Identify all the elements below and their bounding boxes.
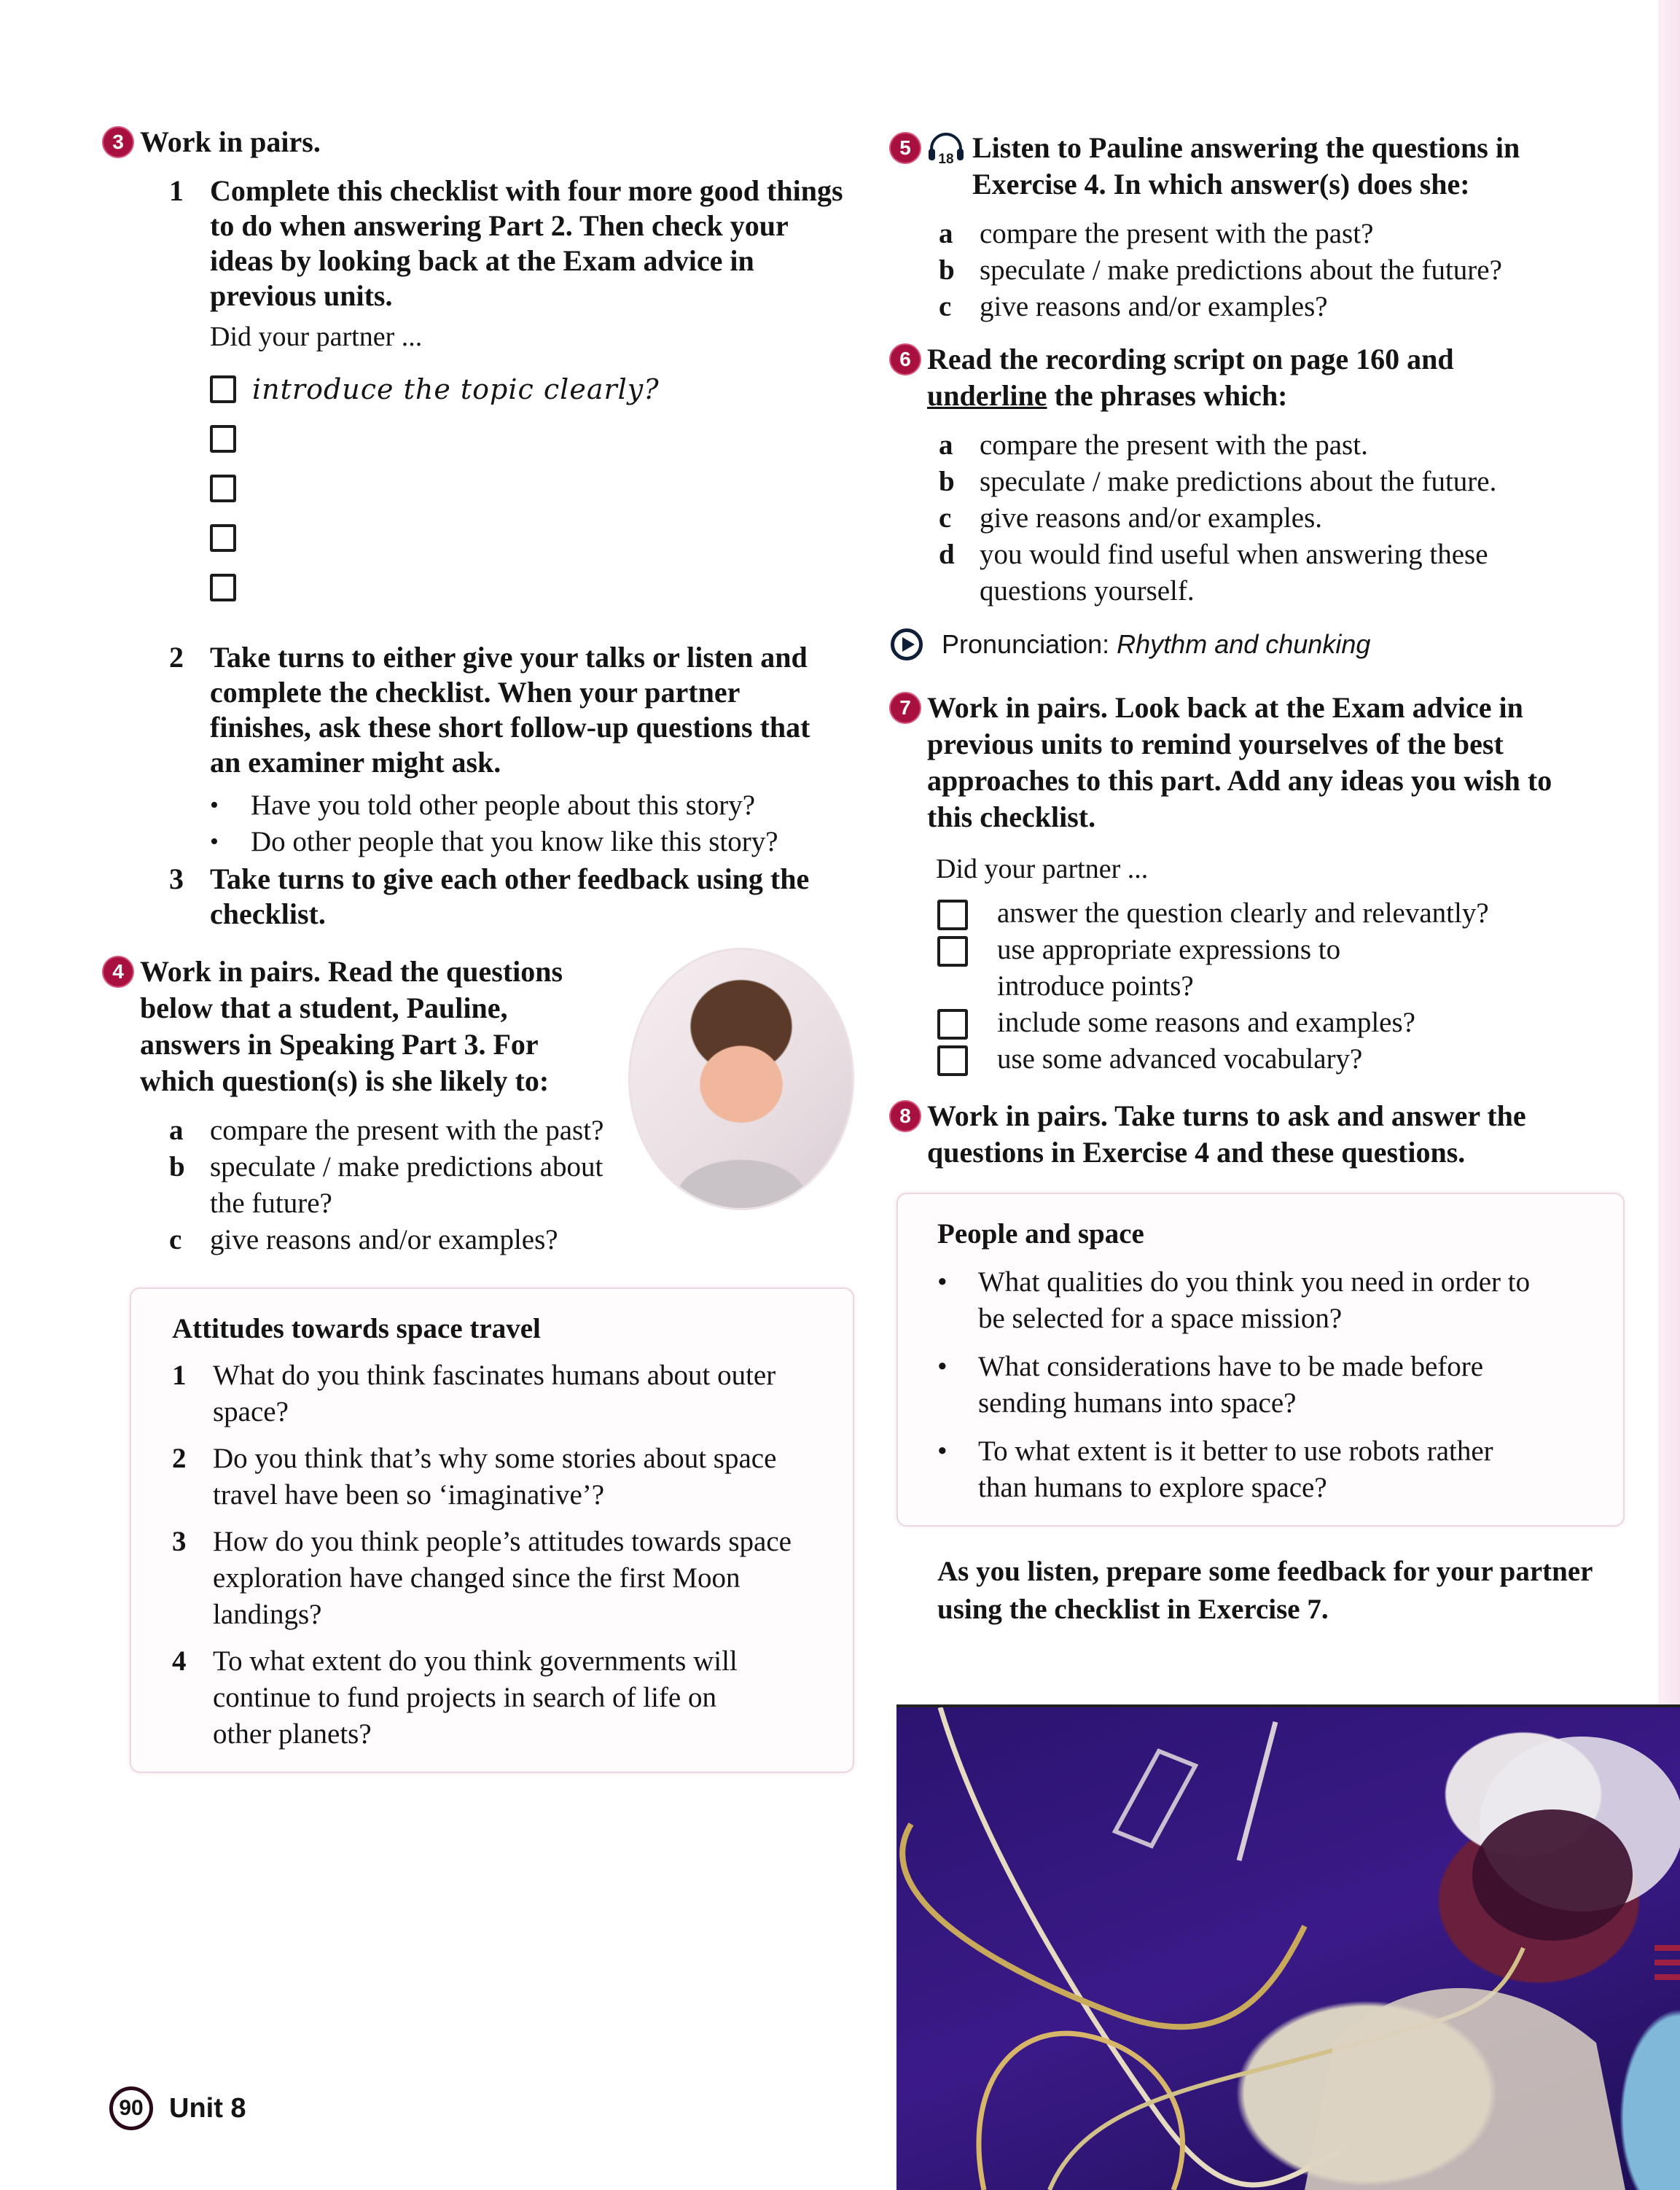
play-arrow-icon [891, 628, 923, 660]
exercise-number-badge: 4 [103, 957, 133, 986]
checklist-item[interactable]: use appropriate expressions to introduce points? [937, 932, 1627, 1005]
checklist-item[interactable] [210, 414, 867, 464]
step-text: Take turns to either give your talks or listen and complete the checklist. When your partner finishes, ask these short follow-up questions that an examiner might ask. [210, 641, 810, 779]
exercise-title: Work in pairs. Look back at the Exam advice in previous units to remind yourselves of the best approaches to this part. Add any ideas you wish to this checklist. [927, 691, 1552, 833]
exercise-number-badge: 5 [891, 133, 920, 163]
feedback-note: As you listen, prepare some feedback for your partner using the checklist in Exercise 7. [937, 1556, 1593, 1625]
option-item: b speculate / make predictions about the future? [939, 254, 1502, 286]
checklist-item[interactable]: answer the question clearly and relevantly? [937, 895, 1627, 932]
checklist-intro: Did your partner ... [210, 322, 423, 352]
step-3: 3 Take turns to give each other feedback using the checklist. [169, 862, 867, 932]
question-item: 4 To what extent do you think governments will continue to fund projects in search of life on other planets? [172, 1645, 738, 1750]
followup-question: • Do other people that you know like this story? [210, 824, 867, 860]
question-item: • What considerations have to be made before sending humans into space? [937, 1349, 1601, 1422]
checkbox[interactable] [210, 425, 236, 453]
track-number: 18 [938, 152, 954, 167]
pronunciation-label: Pronunciation: [942, 629, 1110, 659]
option-item: c give reasons and/or examples. [939, 502, 1323, 534]
audio-track-button[interactable] [927, 131, 965, 167]
exercise-5 [898, 130, 1627, 325]
right-column [898, 130, 1627, 1629]
checkbox[interactable] [210, 475, 236, 502]
page-number: 90 [109, 2086, 153, 2130]
astronaut-photo [896, 1704, 1680, 2190]
checklist-item[interactable]: include some reasons and examples? [937, 1005, 1627, 1041]
tether-cables [896, 1707, 1680, 2190]
exercise-number-badge: 8 [891, 1102, 920, 1131]
exercise-title: Work in pairs. [140, 125, 321, 158]
bullet-icon: • [210, 828, 219, 855]
checklist-item[interactable] [210, 365, 867, 414]
option-item: b speculate / make predictions about the future. [939, 466, 1497, 497]
bullet-icon: • [937, 1351, 948, 1382]
people-and-space-box [896, 1193, 1625, 1527]
checkbox[interactable] [210, 375, 236, 403]
pronunciation-link[interactable] [891, 628, 1627, 660]
question-item: • What qualities do you think you need in order to be selected for a space mission? [937, 1264, 1601, 1337]
step-text: Complete this checklist with four more good things to do when answering Part 2. Then check your ideas by looking back at the Exam advice in previous units. [210, 174, 843, 312]
option-item: a compare the present with the past? [169, 1115, 604, 1146]
exercise-title: Work in pairs. Read the questions below that a student, Pauline, answers in Speaking Part 3. For which question(s) is she likely to: [140, 955, 563, 1097]
unit-label: Unit 8 [169, 2092, 246, 2124]
exercise-title: Read the recording script on page 160 and underline the phrases which: [927, 343, 1454, 412]
exercise-number-badge: 7 [891, 693, 920, 722]
exercise-number-badge: 3 [103, 128, 133, 157]
bullet-icon: • [210, 792, 219, 819]
step-2: 2 Take turns to either give your talks or listen and complete the checklist. When your partner finishes, ask these short follow-up questions that an examiner might ask. [169, 640, 867, 780]
exercise-title: Listen to Pauline answering the questions in Exercise 4. In which answer(s) does she: [972, 131, 1520, 200]
question-item: 3 How do you think people’s attitudes towards space exploration have changed since the first Moon landings? [172, 1526, 792, 1630]
checklist-item[interactable] [210, 563, 867, 612]
exercise-8 [898, 1098, 1627, 1629]
options-list [898, 427, 1627, 609]
question-item: 2 Do you think that’s why some stories about space travel have been so ‘imaginative’? [172, 1443, 777, 1511]
option-item: a compare the present with the past. [939, 429, 1368, 461]
box-title: Attitudes towards space travel [172, 1313, 541, 1344]
bullet-icon: • [937, 1435, 948, 1467]
exercise-6 [898, 341, 1627, 609]
checklist-item[interactable] [210, 513, 867, 563]
option-item: d you would find useful when answering these questions yourself. [939, 539, 1488, 607]
exercise-3 [109, 124, 867, 932]
box-title: People and space [937, 1218, 1144, 1250]
exercise-4 [109, 954, 867, 1773]
checkbox[interactable] [937, 936, 968, 967]
followup-questions [210, 787, 867, 860]
options-list [898, 216, 1627, 325]
exercise-number-badge: 6 [891, 345, 920, 374]
page-footer [109, 2086, 246, 2130]
checklist-item[interactable]: use some advanced vocabulary? [937, 1041, 1627, 1078]
checkbox[interactable] [210, 524, 236, 552]
checkbox[interactable] [210, 574, 236, 601]
question-item: • To what extent is it better to use robots rather than humans to explore space? [937, 1433, 1601, 1506]
followup-question: • Have you told other people about this story? [210, 787, 867, 824]
step-1: 1 Complete this checklist with four more good things to do when answering Part 2. Then check your ideas by looking back at the Exam advice in previous units. [169, 174, 867, 313]
underline-keyword: underline [927, 379, 1047, 412]
checkbox[interactable] [937, 1045, 968, 1076]
pronunciation-topic: Rhythm and chunking [1117, 629, 1371, 659]
portrait-image [628, 948, 854, 1210]
checklist-intro: Did your partner ... [936, 854, 1149, 884]
option-item: c give reasons and/or examples? [169, 1224, 558, 1255]
exercise-7 [898, 690, 1627, 1078]
checklist-item[interactable] [210, 464, 867, 513]
handwritten-answer: introduce the topic clearly? [252, 373, 660, 405]
bullet-icon: • [937, 1266, 948, 1298]
question-item: 1 What do you think fascinates humans about outer space? [172, 1360, 776, 1427]
option-item: b speculate / make predictions about the future? [169, 1151, 603, 1219]
left-column [109, 124, 867, 1773]
checkbox[interactable] [937, 900, 968, 930]
option-item: c give reasons and/or examples? [939, 291, 1328, 322]
step-text: Take turns to give each other feedback using the checklist. [210, 862, 810, 930]
attitudes-question-box [130, 1287, 854, 1773]
checkbox[interactable] [937, 1009, 968, 1040]
option-item: a compare the present with the past? [939, 218, 1374, 249]
exercise-title: Work in pairs. Take turns to ask and answer the questions in Exercise 4 and these questions. [927, 1099, 1526, 1169]
